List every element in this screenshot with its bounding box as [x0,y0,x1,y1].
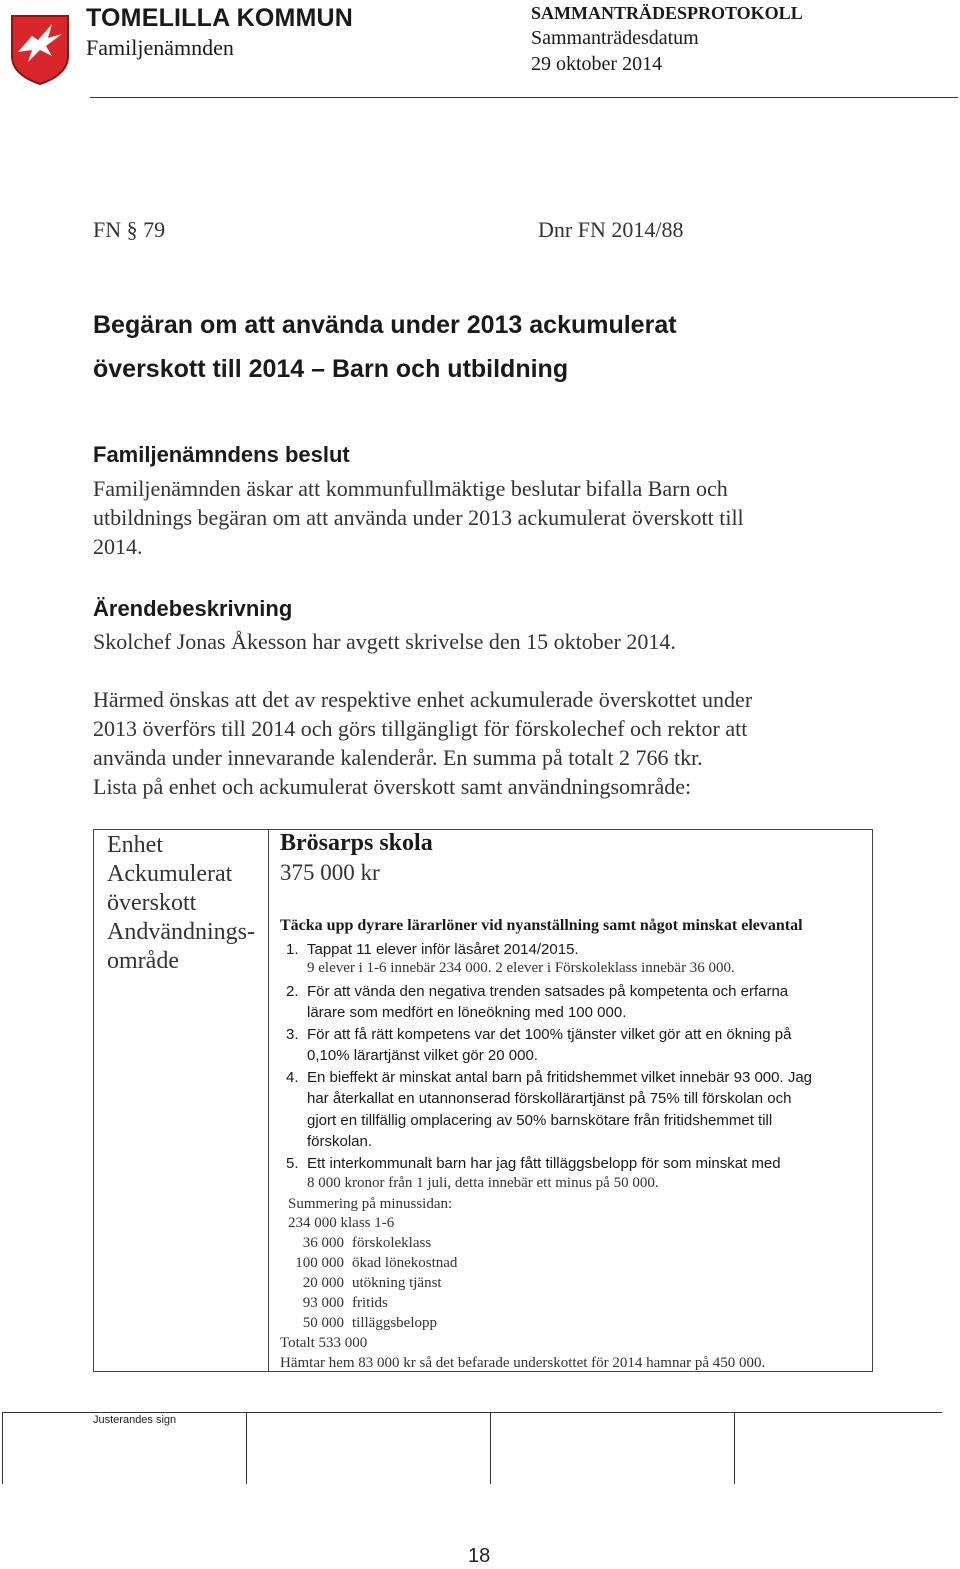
case-dnr: Dnr FN 2014/88 [538,217,684,242]
summary-desc: förskoleklass [352,1235,432,1251]
decision-heading: Familjenämndens beslut [93,442,350,467]
list-item: Tappat 11 elever inför läsåret 2014/2015. [307,941,579,958]
list-item-sub: 9 elever i 1-6 innebär 234 000. 2 elever i Förskoleklass innebär 36 000. [307,960,735,976]
case-title-line-1: Begäran om att använda under 2013 ackumulerat [93,311,677,339]
description-heading: Ärendebeskrivning [93,596,293,621]
list-number: 4. [286,1069,299,1086]
summary-heading: Summering på minussidan: [288,1196,453,1212]
list-item: har återkallat en utannonserad förskollärartjänst på 75% till förskolan och [307,1090,792,1107]
committee-name: Familjenämnden [86,35,234,60]
label-line: Andvändnings- [107,919,255,945]
description-text: Skolchef Jonas Åkesson har avgett skrivelse den 15 oktober 2014. [93,629,676,654]
description-paragraph [93,685,853,801]
label-usage-area [107,918,255,976]
list-item: gjort en tillfällig omplacering av 50% barnskötare från fritidshemmet till [307,1112,773,1129]
label-line: Ackumulerat [107,861,233,887]
list-number: 2. [286,983,299,1000]
list-item: För att vända den negativa trenden satsades på kompetenta och erfarna [307,983,789,1000]
list-item: förskolan. [307,1133,373,1150]
signature-divider [2,1412,3,1484]
list-item-sub: 8 000 kronor från 1 juli, detta innebär ett minus på 50 000. [307,1175,659,1191]
summary-desc: ökad lönekostnad [352,1255,458,1271]
list-item: Ett interkommunalt barn har jag fått tilläggsbelopp för som minskat med [307,1155,781,1172]
page-number: 18 [468,1545,491,1567]
summary-amount: 36 000 [302,1235,344,1251]
label-unit: Enhet [107,832,163,858]
summary-row: 234 000 klass 1-6 [288,1215,395,1231]
list-number: 1. [286,941,299,958]
summary-desc: utökning tjänst [352,1275,442,1291]
case-number: FN § 79 [93,217,166,242]
paragraph-line: 2013 överförs till 2014 och görs tillgängligt för förskolechef och rektor att [93,716,748,741]
list-number: 5. [286,1155,299,1172]
summary-desc: tilläggsbelopp [352,1315,437,1331]
summary-amount: 100 000 [295,1255,344,1271]
school-name: Brösarps skola [280,830,433,856]
list-item: En bieffekt är minskat antal barn på fritidshemmet vilket innebär 93 000. Jag [307,1069,812,1086]
org-name: TOMELILLA KOMMUN [86,4,354,32]
case-title-line-2: överskott till 2014 – Barn och utbildning [93,355,569,383]
paragraph-line: använda under innevarande kalenderår. En summa på totalt 2 766 tkr. [93,745,703,770]
header-divider [90,97,958,98]
usage-heading: Täcka upp dyrare lärarlöner vid nyanställning samt något minskat elevantal [280,917,803,934]
summary-desc: fritids [352,1295,388,1311]
paragraph-line: Lista på enhet och ackumulerat överskott samt användningsområde: [93,774,692,799]
decision-line: Familjenämnden äskar att kommunfullmäktige beslutar bifalla Barn och [93,476,728,501]
label-accumulated [107,860,232,918]
summary-amount: 50 000 [302,1315,344,1331]
decision-text [93,474,833,561]
summary-amount: 20 000 [302,1275,344,1291]
date-label: Sammanträdesdatum [531,27,699,49]
accumulated-amount: 375 000 kr [280,860,380,885]
label-line: överskott [107,890,197,916]
list-number: 3. [286,1026,299,1043]
date-value: 29 oktober 2014 [531,53,663,75]
decision-line: utbildnings begäran om att använda under 2013 ackumulerat överskott till [93,505,744,530]
list-item: För att få rätt kompetens var det 100% tjänster vilket gör att en ökning på [307,1026,792,1043]
signature-divider [246,1412,247,1484]
summary-recovery-note: Hämtar hem 83 000 kr så det befarade underskottet för 2014 hamnar på 450 000. [280,1355,766,1371]
signature-label: Justerandes sign [93,1414,177,1426]
decision-line: 2014. [93,534,143,559]
list-item: 0,10% lärartjänst vilket gör 20 000. [307,1047,538,1064]
signature-divider [734,1412,735,1484]
paragraph-line: Härmed önskas att det av respektive enhet ackumulerade överskottet under [93,687,753,712]
document-type: SAMMANTRÄDESPROTOKOLL [531,3,803,23]
summary-total: Totalt 533 000 [280,1335,368,1351]
municipal-crest-bird-icon [8,12,72,86]
summary-amount: 93 000 [302,1295,344,1311]
table-column-divider [268,829,269,1372]
list-item: lärare som medfört en löneökning med 100 000. [307,1004,627,1021]
signature-divider [490,1412,491,1484]
label-line: område [107,948,179,974]
